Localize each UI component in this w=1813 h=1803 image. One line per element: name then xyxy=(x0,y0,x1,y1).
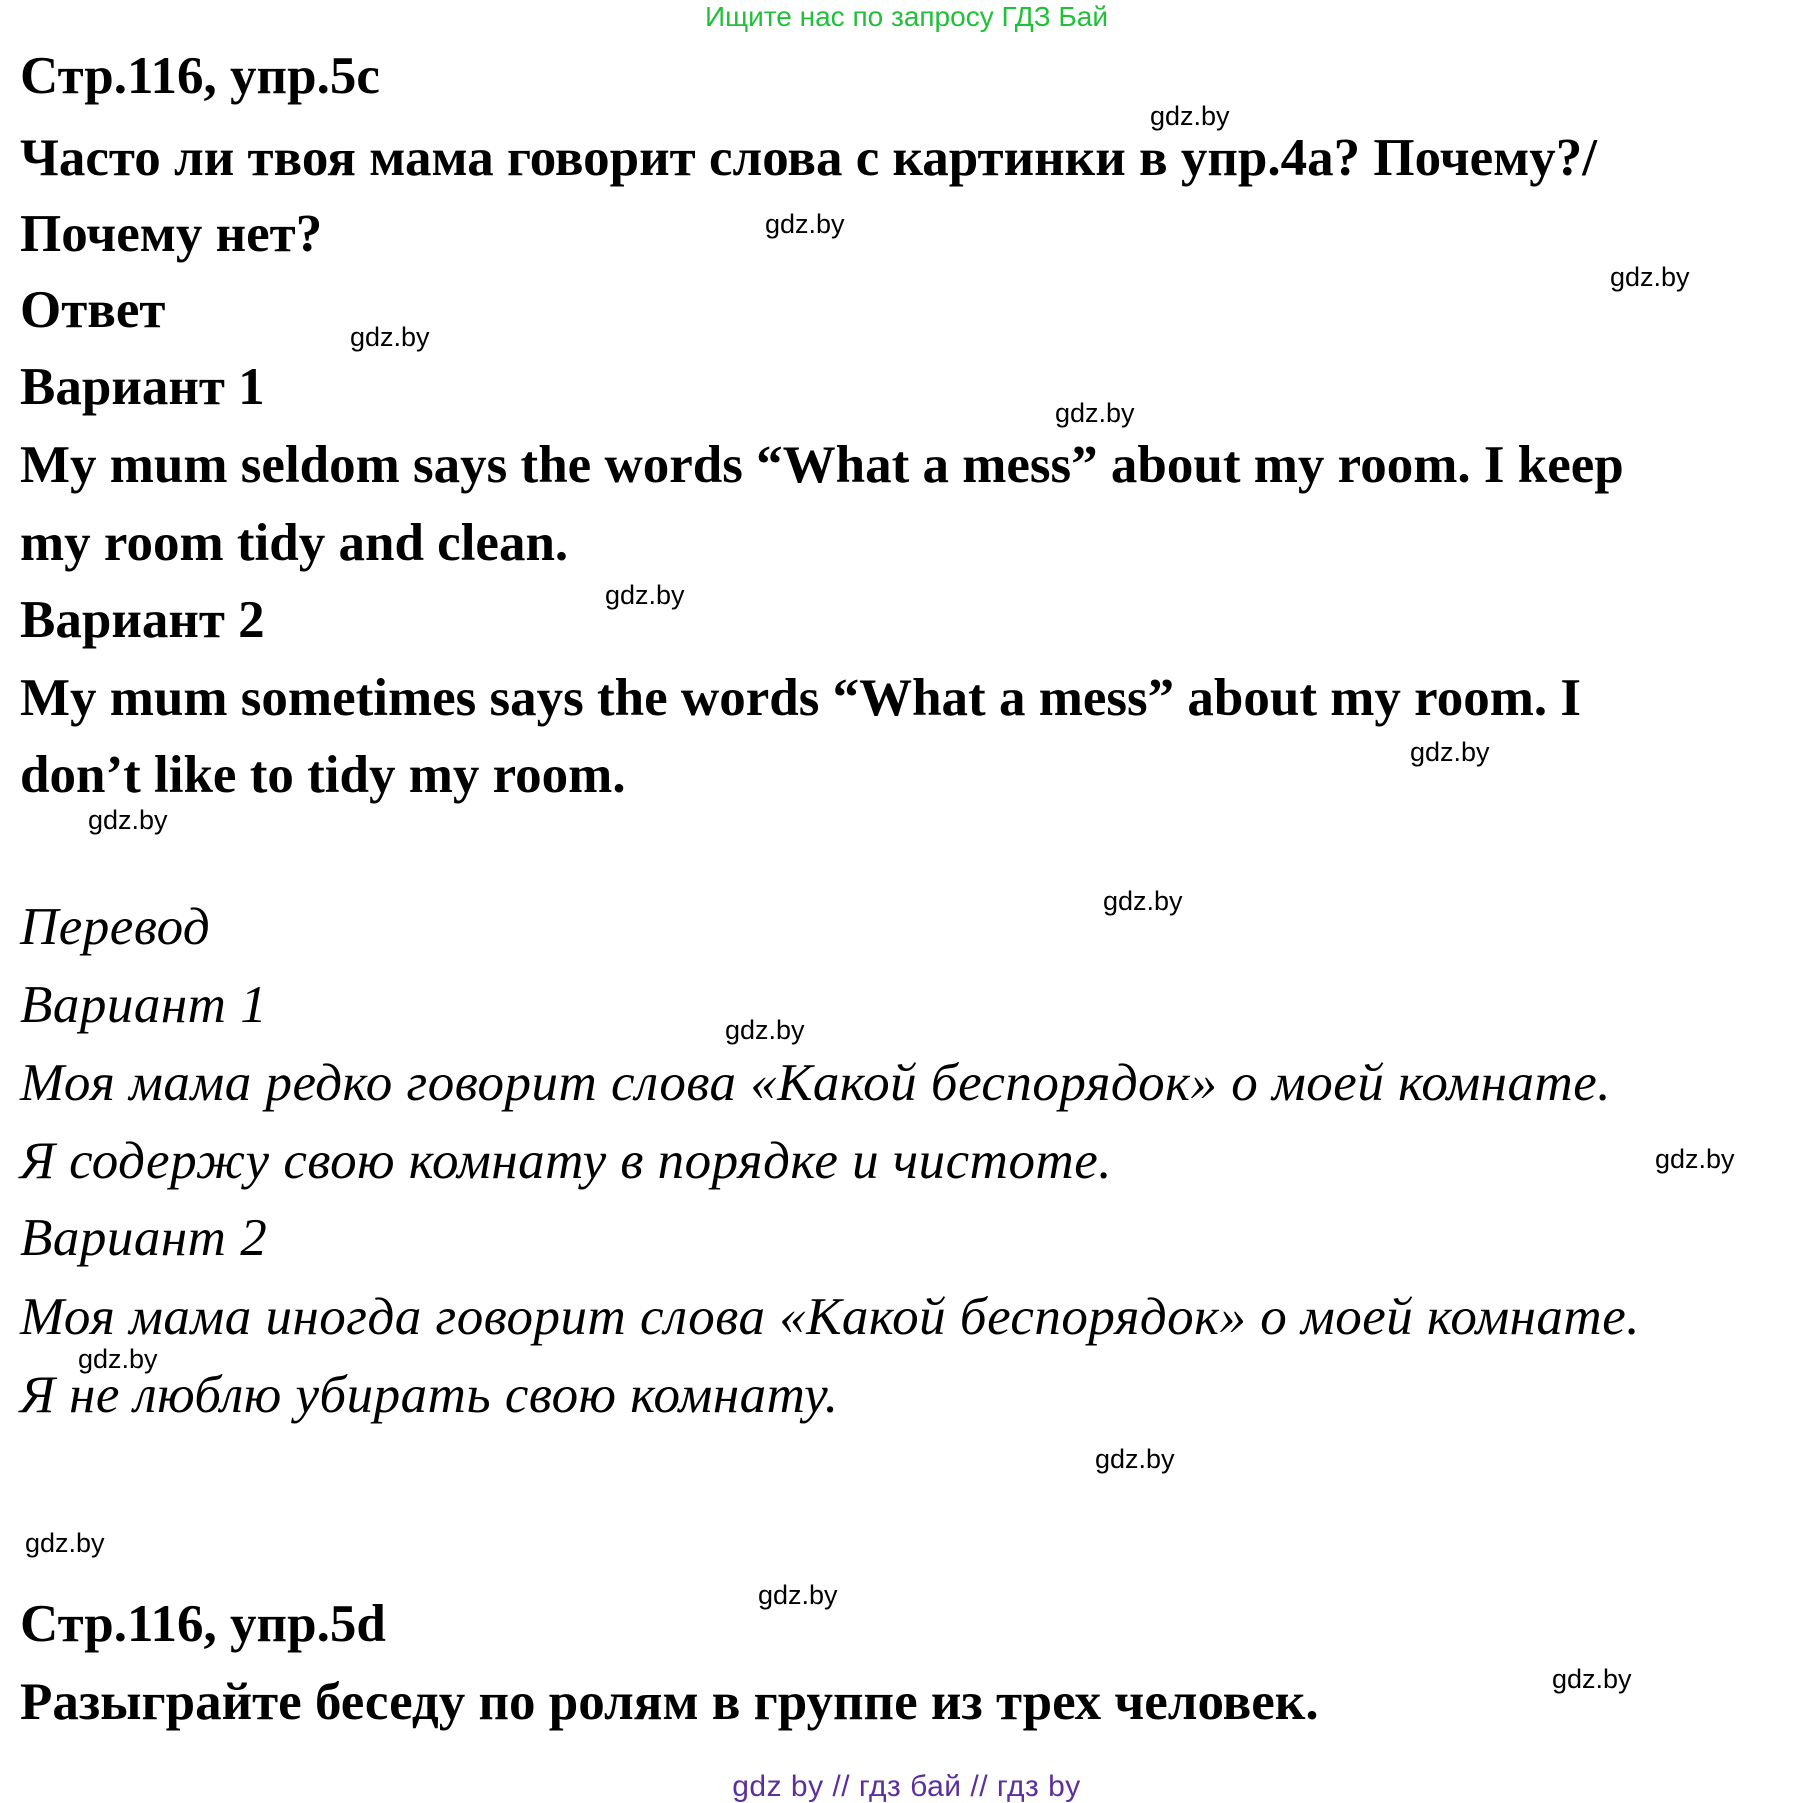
section2-instruction: Разыграйте беседу по ролям в группе из трех человек. xyxy=(20,1673,1319,1731)
watermark: gdz.by xyxy=(765,209,845,239)
variant1-line1: My mum seldom says the words “What a mess” about my room. I keep xyxy=(20,436,1624,494)
watermark: gdz.by xyxy=(725,1015,805,1045)
variant1-label: Вариант 1 xyxy=(20,358,265,416)
watermark: gdz.by xyxy=(1410,737,1490,767)
watermark: gdz.by xyxy=(758,1580,838,1610)
variant2-line1: My mum sometimes says the words “What a mess” about my room. I xyxy=(20,669,1581,727)
variant1-line2: my room tidy and clean. xyxy=(20,514,569,572)
section2-title: Стр.116, упр.5d xyxy=(20,1595,386,1653)
watermark: gdz.by xyxy=(605,580,685,610)
top-banner[interactable]: Ищите нас по запросу ГДЗ Бай xyxy=(704,1,1109,32)
variant2-line2: don’t like to tidy my room. xyxy=(20,746,626,804)
watermark: gdz.by xyxy=(25,1528,105,1558)
variant2-label: Вариант 2 xyxy=(20,591,265,649)
watermark: gdz.by xyxy=(1610,262,1690,292)
watermark: gdz.by xyxy=(88,805,168,835)
watermark: gdz.by xyxy=(350,322,430,352)
watermark: gdz.by xyxy=(1552,1664,1632,1694)
watermark: gdz.by xyxy=(1655,1144,1735,1174)
watermark: gdz.by xyxy=(78,1344,158,1374)
watermark: gdz.by xyxy=(1150,101,1230,131)
footer-banner[interactable]: gdz by // гдз бай // гдз by xyxy=(732,1770,1081,1803)
translation-variant1-line2: Я содержу свою комнату в порядке и чистоте. xyxy=(20,1132,1113,1190)
section1-title: Стр.116, упр.5c xyxy=(20,47,380,105)
section1-question-line2: Почему нет? xyxy=(20,205,323,263)
watermark: gdz.by xyxy=(1103,886,1183,916)
translation-variant2-line1: Моя мама иногда говорит слова «Какой беспорядок» о моей комнате. xyxy=(20,1288,1640,1346)
translation-variant1-label: Вариант 1 xyxy=(20,976,268,1034)
translation-variant2-label: Вариант 2 xyxy=(20,1209,268,1267)
translation-variant2-line2: Я не люблю убирать свою комнату. xyxy=(20,1366,839,1424)
translation-label: Перевод xyxy=(20,898,211,956)
section1-question-line1: Часто ли твоя мама говорит слова с картинки в упр.4a? Почему?/ xyxy=(20,129,1597,187)
answer-label: Ответ xyxy=(20,281,166,339)
translation-variant1-line1: Моя мама редко говорит слова «Какой беспорядок» о моей комнате. xyxy=(20,1054,1611,1112)
watermark: gdz.by xyxy=(1095,1444,1175,1474)
watermark: gdz.by xyxy=(1055,398,1135,428)
